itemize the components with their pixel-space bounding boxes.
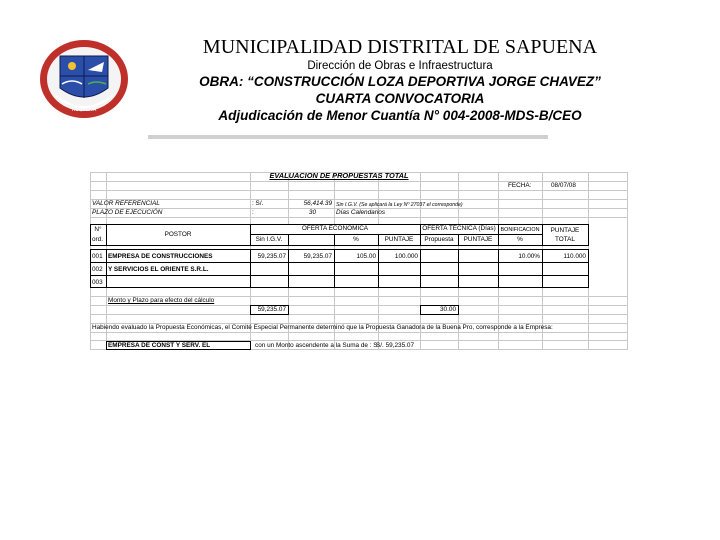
row-puntaje: 100.000 — [394, 253, 418, 260]
valor-amount: 56,414.39 — [303, 200, 332, 207]
plazo-label: PLAZO DE EJECUCIÓN — [92, 209, 163, 216]
plazo-value: 30 — [308, 209, 316, 216]
row-sin-igv: 59,235.07 — [257, 253, 286, 260]
grid-line — [90, 332, 628, 333]
col-ord-label: ord. — [92, 236, 104, 243]
col-bonificacion: BONIFICACION — [500, 227, 540, 233]
col-puntaje: PUNTAJE — [384, 236, 414, 243]
evaluation-sheet — [90, 172, 628, 350]
row-bon: 10.00% — [518, 253, 540, 260]
col-pct2: % — [517, 236, 523, 243]
col-postor-label: POSTOR — [164, 231, 192, 238]
row-num: 003 — [92, 279, 103, 286]
col-num-label: N° — [94, 226, 102, 233]
oferta-tecnica-label: OFERTA TÉCNICA (Días) — [422, 225, 496, 232]
row-num: 001 — [92, 253, 103, 260]
winner-amount: S/. 59,235.07 — [376, 342, 415, 349]
monto-plazo-label: Monto y Plazo para efecto del cálculo — [108, 297, 215, 304]
fecha-label: FECHA: — [508, 182, 532, 189]
obra-title: OBRA: “CONSTRUCCIÓN LOZA DEPORTIVA JORGE CHAVEZ” — [199, 74, 601, 89]
grid-line — [627, 172, 628, 350]
col-propuesta: Propuesta — [424, 236, 454, 243]
seal-icon — [38, 38, 130, 120]
conclusion-text: Habiendo evaluado la Propuesta Económicas, el Comité Especial Permanente determinó que la Propuesta Ganadora de la Buena Pro, corresponde a la Empresa: — [92, 324, 553, 331]
valor-currency: : S/. — [252, 200, 264, 207]
plazo-calc: 30.00 — [440, 306, 456, 313]
grid-line — [90, 181, 628, 182]
plazo-sep: : — [252, 209, 254, 216]
plazo-unit: Días Calendarios — [336, 209, 386, 216]
winner-tail: con un Monto ascendente a la Suma de : S — [255, 342, 378, 349]
fecha-value: 08/07/08 — [551, 182, 576, 189]
row-monto: 59,235.07 — [303, 253, 332, 260]
valor-referencial-label: VALOR REFERENCIAL — [92, 200, 160, 207]
grid-line — [90, 314, 628, 315]
grid-line — [90, 217, 628, 218]
page-title: MUNICIPALIDAD DISTRITAL DE SAPUENA — [202, 36, 598, 58]
sheet-title: EVALUACION DE PROPUESTAS TOTAL — [269, 171, 409, 180]
monto-value: 59,235.07 — [257, 306, 286, 313]
col-pct: % — [353, 236, 359, 243]
row-pct: 105.00 — [356, 253, 376, 260]
col-puntaje-total-1: PUNTAJE — [550, 227, 580, 234]
svg-text:REQUENA: REQUENA — [71, 107, 97, 113]
col-puntaje-total-2: TOTAL — [554, 236, 575, 243]
adjudicacion: Adjudicación de Menor Cuantía N° 004-2008-MDS-B/CEO — [218, 108, 582, 123]
page-subtitle: Dirección de Obras e Infraestructura — [307, 60, 493, 72]
grid-line — [90, 305, 628, 306]
row-postor: EMPRESA DE CONSTRUCCIONES — [108, 253, 213, 260]
municipal-seal — [38, 38, 130, 120]
grid-line — [90, 190, 628, 191]
row-total: 110.000 — [563, 253, 586, 260]
convocatoria: CUARTA CONVOCATORIA — [315, 91, 485, 106]
valor-note: Sin I.G.V. (Se aplicará la Ley Nº 27037 el corresponde) — [336, 202, 463, 208]
row-postor: Y SERVICIOS EL ORIENTE S.R.L. — [108, 266, 209, 273]
header-divider — [148, 135, 548, 139]
row-num: 002 — [92, 266, 103, 273]
col-sin-igv: Sin I.G.V. — [255, 236, 283, 243]
oferta-economica-label: OFERTA ECONOMICA — [301, 225, 369, 232]
grid-line — [90, 199, 628, 200]
winner-name: EMPRESA DE CONST Y SERV. EL — [108, 342, 211, 349]
col-puntaje2: PUNTAJE — [463, 236, 493, 243]
